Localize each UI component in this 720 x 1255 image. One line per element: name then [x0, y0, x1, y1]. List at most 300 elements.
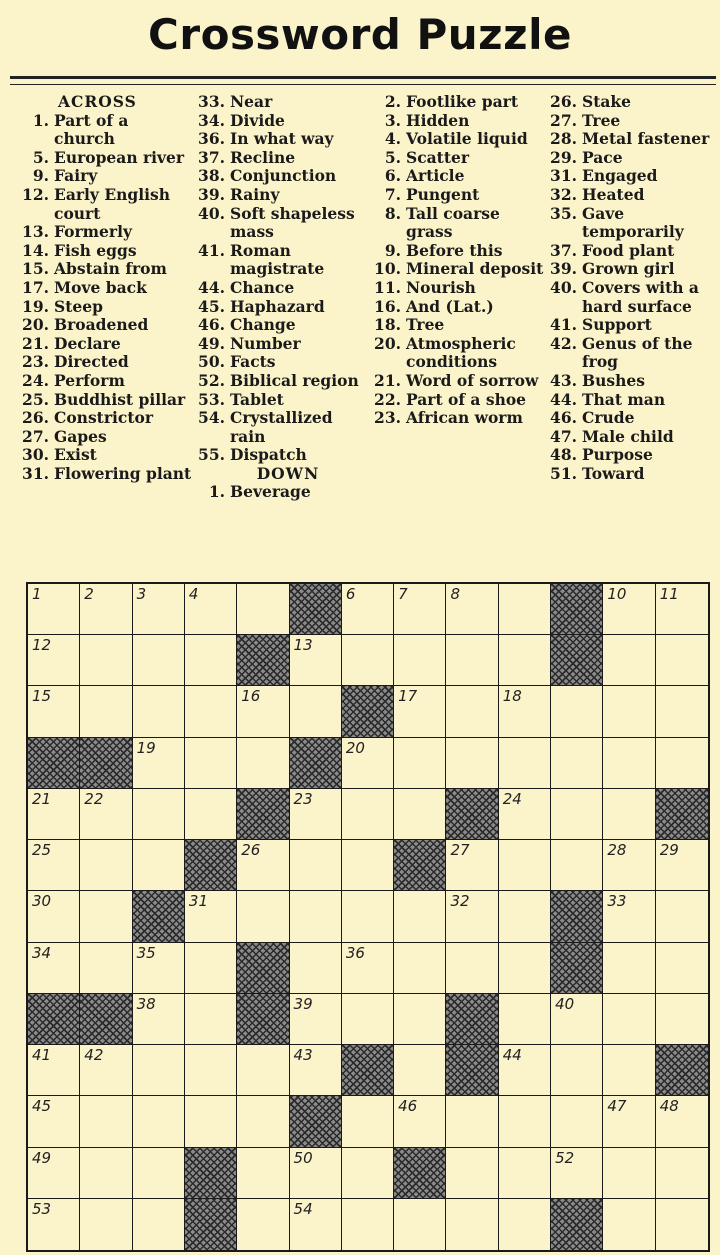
clue-item: [14, 167, 194, 186]
grid-cell[interactable]: [394, 891, 446, 942]
grid-cell[interactable]: [290, 994, 342, 1045]
grid-cell[interactable]: [656, 994, 708, 1045]
clue-number: 39.: [198, 184, 225, 204]
grid-cell[interactable]: [603, 738, 655, 789]
clue-number: 3.: [384, 110, 401, 130]
clue-number: 44.: [550, 389, 577, 409]
clue-item: [542, 149, 718, 168]
grid-cell[interactable]: [80, 686, 132, 737]
grid-cell[interactable]: [656, 943, 708, 994]
grid-cell[interactable]: [185, 686, 237, 737]
grid-cell[interactable]: [499, 840, 551, 891]
clue-text: Soft shapeless mass: [230, 203, 355, 242]
grid-cell[interactable]: [290, 891, 342, 942]
grid-cell[interactable]: [446, 943, 498, 994]
cell-number: 26: [241, 841, 261, 860]
clue-number: 42.: [550, 333, 577, 353]
grid-cell[interactable]: [185, 891, 237, 942]
grid-cell[interactable]: [446, 1199, 498, 1250]
grid-cell[interactable]: [237, 1045, 289, 1096]
clue-number: 20.: [22, 315, 49, 335]
clue-number: 47.: [550, 426, 577, 446]
cell-number: 21: [32, 789, 52, 808]
clue-number: 55.: [198, 445, 225, 465]
grid-cell[interactable]: [446, 840, 498, 891]
grid-cell[interactable]: [80, 1096, 132, 1147]
grid-cell[interactable]: [28, 1199, 80, 1250]
cell-number: 48: [659, 1097, 679, 1116]
grid-cell[interactable]: [551, 789, 603, 840]
grid-cell[interactable]: [603, 1096, 655, 1147]
clue-text: Early English court: [54, 184, 171, 223]
clue-number: 39.: [550, 259, 577, 279]
black-square: [342, 1045, 394, 1096]
clue-item: [14, 409, 194, 428]
clue-text: Support: [582, 315, 652, 335]
grid-cell[interactable]: [80, 1199, 132, 1250]
cell-number: 18: [502, 687, 522, 706]
grid-cell[interactable]: [446, 738, 498, 789]
grid-cell[interactable]: [28, 1045, 80, 1096]
clue-item: [190, 242, 368, 279]
clue-text: Bushes: [582, 370, 645, 390]
black-square: [133, 891, 185, 942]
grid-cell[interactable]: [185, 584, 237, 635]
clue-item: [190, 186, 368, 205]
clue-text: Buddhist pillar: [54, 389, 186, 409]
grid-cell[interactable]: [603, 789, 655, 840]
clue-text: Nourish: [406, 277, 476, 297]
grid-cell[interactable]: [133, 686, 185, 737]
grid-cell[interactable]: [133, 738, 185, 789]
black-square: [551, 635, 603, 686]
grid-cell[interactable]: [185, 1045, 237, 1096]
clue-text: Before this: [406, 240, 503, 260]
cell-number: 34: [32, 943, 52, 962]
grid-cell[interactable]: [499, 635, 551, 686]
clue-number: 10.: [374, 259, 401, 279]
grid-cell[interactable]: [80, 840, 132, 891]
grid-cell[interactable]: [185, 943, 237, 994]
clue-item: [366, 149, 544, 168]
clue-text: Divide: [230, 110, 285, 130]
grid-cell[interactable]: [290, 1199, 342, 1250]
clue-number: 23.: [374, 408, 401, 428]
black-square: [551, 1199, 603, 1250]
grid-cell[interactable]: [290, 635, 342, 686]
puzzle-title: Crossword Puzzle: [148, 10, 572, 59]
clue-text: Formerly: [54, 222, 132, 242]
grid-cell[interactable]: [603, 1045, 655, 1096]
cell-number: 35: [136, 943, 156, 962]
clue-number: 4.: [384, 129, 401, 149]
black-square: [656, 789, 708, 840]
grid-cell[interactable]: [499, 789, 551, 840]
clue-text: Directed: [54, 352, 129, 372]
grid-cell[interactable]: [342, 738, 394, 789]
clue-item: [190, 353, 368, 372]
clue-number: 40.: [198, 203, 225, 223]
grid-cell[interactable]: [394, 686, 446, 737]
grid-cell[interactable]: [28, 686, 80, 737]
down-heading: DOWN: [256, 463, 320, 483]
clue-item: [190, 372, 368, 391]
grid-cell[interactable]: [394, 789, 446, 840]
grid-cell[interactable]: [237, 840, 289, 891]
grid-cell[interactable]: [499, 1148, 551, 1199]
clue-number: 30.: [22, 445, 49, 465]
cell-number: 22: [84, 789, 104, 808]
grid-cell[interactable]: [80, 891, 132, 942]
grid-cell[interactable]: [237, 891, 289, 942]
grid-cell[interactable]: [551, 1148, 603, 1199]
clue-number: 53.: [198, 389, 225, 409]
crossword-grid: [26, 582, 710, 1252]
black-square: [80, 994, 132, 1045]
cell-number: 23: [293, 789, 313, 808]
clue-number: 29.: [550, 147, 577, 167]
clue-item: [542, 409, 718, 428]
clue-number: 22.: [374, 389, 401, 409]
clue-number: 12.: [22, 184, 49, 204]
clue-number: 41.: [198, 240, 225, 260]
grid-cell[interactable]: [133, 584, 185, 635]
grid-cell[interactable]: [80, 943, 132, 994]
grid-cell[interactable]: [133, 1199, 185, 1250]
grid-cell[interactable]: [133, 994, 185, 1045]
clue-text: Tree: [406, 315, 445, 335]
grid-cell[interactable]: [499, 1199, 551, 1250]
grid-cell[interactable]: [80, 584, 132, 635]
cell-number: 7: [398, 585, 408, 603]
grid-cell[interactable]: [28, 840, 80, 891]
grid-cell[interactable]: [290, 686, 342, 737]
grid-cell[interactable]: [28, 635, 80, 686]
grid-cell[interactable]: [185, 738, 237, 789]
cell-number: 19: [136, 738, 156, 757]
cell-number: 17: [398, 687, 418, 706]
clue-number: 25.: [22, 389, 49, 409]
grid-cell[interactable]: [499, 738, 551, 789]
clue-item: [14, 260, 194, 279]
grid-cell[interactable]: [656, 840, 708, 891]
grid-cell[interactable]: [603, 635, 655, 686]
clue-item: [542, 279, 718, 316]
grid-cell[interactable]: [237, 686, 289, 737]
clue-item: [366, 130, 544, 149]
grid-cell[interactable]: [656, 686, 708, 737]
title-rule-thin: [10, 84, 716, 85]
clue-item: [542, 391, 718, 410]
grid-cell[interactable]: [603, 840, 655, 891]
clue-text: Facts: [230, 352, 276, 372]
black-square: [394, 1148, 446, 1199]
grid-cell[interactable]: [80, 1045, 132, 1096]
grid-cell[interactable]: [394, 943, 446, 994]
clue-number: 50.: [198, 352, 225, 372]
grid-cell[interactable]: [551, 1045, 603, 1096]
cell-number: 49: [32, 1148, 52, 1167]
clue-number: 11.: [374, 277, 401, 297]
grid-cell[interactable]: [237, 1096, 289, 1147]
grid-cell[interactable]: [446, 686, 498, 737]
grid-cell[interactable]: [342, 891, 394, 942]
grid-cell[interactable]: [342, 1199, 394, 1250]
clue-column-2: [190, 93, 368, 502]
black-square: [290, 584, 342, 635]
grid-cell[interactable]: [185, 635, 237, 686]
clue-text: Beverage: [230, 482, 311, 502]
clue-item: [14, 353, 194, 372]
grid-cell[interactable]: [603, 1199, 655, 1250]
clue-item: [14, 149, 194, 168]
grid-cell[interactable]: [446, 1096, 498, 1147]
clue-item: [366, 316, 544, 335]
grid-cell[interactable]: [551, 738, 603, 789]
clue-text: Covers with a hard surface: [582, 277, 699, 316]
grid-cell[interactable]: [446, 635, 498, 686]
grid-cell[interactable]: [133, 635, 185, 686]
black-square: [237, 789, 289, 840]
clue-item: [190, 391, 368, 410]
grid-cell[interactable]: [551, 840, 603, 891]
clue-text: Flowering plant: [54, 463, 192, 483]
grid-cell[interactable]: [133, 789, 185, 840]
grid-cell[interactable]: [656, 584, 708, 635]
grid-cell[interactable]: [133, 1096, 185, 1147]
grid-cell[interactable]: [446, 584, 498, 635]
clue-item: [366, 186, 544, 205]
cell-number: 36: [345, 943, 365, 962]
black-square: [28, 738, 80, 789]
clue-item: [190, 409, 368, 446]
cell-number: 25: [32, 841, 52, 860]
grid-cell[interactable]: [290, 789, 342, 840]
clue-text: Fairy: [54, 166, 98, 186]
clue-number: 15.: [22, 259, 49, 279]
black-square: [551, 584, 603, 635]
grid-cell[interactable]: [133, 1045, 185, 1096]
clue-text: Article: [406, 166, 465, 186]
grid-cell[interactable]: [342, 943, 394, 994]
clue-item: [190, 112, 368, 131]
clue-number: 43.: [550, 370, 577, 390]
clue-number: 44.: [198, 277, 225, 297]
grid-cell[interactable]: [185, 789, 237, 840]
clue-column-4: [542, 93, 718, 483]
grid-cell[interactable]: [185, 1096, 237, 1147]
grid-cell[interactable]: [133, 1148, 185, 1199]
cell-number: 31: [188, 892, 209, 911]
grid-cell[interactable]: [603, 584, 655, 635]
grid-cell[interactable]: [603, 1148, 655, 1199]
grid-cell[interactable]: [499, 686, 551, 737]
cell-number: 32: [450, 892, 470, 911]
clue-text: Word of sorrow: [406, 370, 539, 390]
grid-cell[interactable]: [237, 584, 289, 635]
grid-cell[interactable]: [499, 943, 551, 994]
clue-text: Number: [230, 333, 301, 353]
grid-cell[interactable]: [446, 891, 498, 942]
grid-cell[interactable]: [394, 584, 446, 635]
clue-number: 8.: [384, 203, 401, 223]
grid-cell[interactable]: [656, 1199, 708, 1250]
grid-cell[interactable]: [394, 994, 446, 1045]
grid-cell[interactable]: [290, 840, 342, 891]
grid-cell[interactable]: [656, 738, 708, 789]
clue-number: 13.: [22, 222, 49, 242]
clue-text: Move back: [54, 277, 147, 297]
grid-cell[interactable]: [185, 994, 237, 1045]
clue-item: [366, 260, 544, 279]
clue-text: Perform: [54, 370, 125, 390]
grid-cell[interactable]: [28, 1148, 80, 1199]
grid-cell[interactable]: [342, 994, 394, 1045]
cell-number: 6: [345, 585, 356, 603]
grid-cell[interactable]: [499, 891, 551, 942]
grid-cell[interactable]: [394, 1045, 446, 1096]
grid-cell[interactable]: [342, 789, 394, 840]
clue-number: 26.: [550, 92, 577, 111]
cell-number: 50: [293, 1148, 313, 1167]
grid-cell[interactable]: [342, 1096, 394, 1147]
clue-item: [366, 409, 544, 428]
grid-cell[interactable]: [603, 943, 655, 994]
grid-cell[interactable]: [28, 789, 80, 840]
clue-number: 16.: [374, 296, 401, 316]
grid-cell[interactable]: [133, 840, 185, 891]
cell-number: 54: [293, 1199, 313, 1218]
clue-item: [366, 298, 544, 317]
clue-text: Gapes: [54, 426, 107, 446]
grid-cell[interactable]: [499, 1096, 551, 1147]
grid-cell[interactable]: [603, 686, 655, 737]
clue-text: Broadened: [54, 315, 149, 335]
clue-item: [190, 149, 368, 168]
grid-cell[interactable]: [394, 738, 446, 789]
clue-item: [366, 372, 544, 391]
grid-cell[interactable]: [394, 1199, 446, 1250]
black-square: [551, 943, 603, 994]
grid-cell[interactable]: [551, 994, 603, 1045]
grid-cell[interactable]: [342, 635, 394, 686]
grid-cell[interactable]: [290, 943, 342, 994]
clue-item: [14, 298, 194, 317]
black-square: [446, 994, 498, 1045]
clue-text: Gave temporarily: [582, 203, 684, 242]
clue-item: [190, 93, 368, 112]
grid-cell[interactable]: [28, 584, 80, 635]
clue-text: Biblical region: [230, 370, 359, 390]
clue-number: 21.: [22, 333, 49, 353]
grid-cell[interactable]: [237, 1199, 289, 1250]
grid-cell[interactable]: [290, 1045, 342, 1096]
clue-number: 46.: [550, 408, 577, 428]
grid-cell[interactable]: [394, 635, 446, 686]
clue-text: Tablet: [230, 389, 284, 409]
clue-item: [366, 279, 544, 298]
clue-number: 45.: [198, 296, 225, 316]
clue-item: [542, 372, 718, 391]
grid-cell[interactable]: [499, 1045, 551, 1096]
grid-cell[interactable]: [551, 686, 603, 737]
clue-text: Exist: [54, 445, 97, 465]
grid-cell[interactable]: [28, 891, 80, 942]
grid-cell[interactable]: [656, 891, 708, 942]
clue-text: Food plant: [582, 240, 675, 260]
clue-number: 18.: [374, 315, 401, 335]
cell-number: 27: [450, 841, 470, 860]
clue-text: Near: [230, 92, 273, 111]
clue-item: [542, 242, 718, 261]
clue-item: [14, 335, 194, 354]
clue-text: African worm: [406, 408, 523, 428]
grid-cell[interactable]: [28, 1096, 80, 1147]
clue-number: 20.: [374, 333, 401, 353]
clue-item: [366, 93, 544, 112]
clue-item: [366, 205, 544, 242]
grid-cell[interactable]: [28, 943, 80, 994]
grid-cell[interactable]: [237, 738, 289, 789]
grid-cell[interactable]: [603, 891, 655, 942]
clue-text: That man: [582, 389, 666, 409]
grid-cell[interactable]: [342, 840, 394, 891]
grid-cell[interactable]: [80, 789, 132, 840]
grid-cell[interactable]: [394, 1096, 446, 1147]
cell-number: 43: [293, 1046, 313, 1065]
grid-cell[interactable]: [342, 1148, 394, 1199]
cell-number: 46: [398, 1097, 418, 1116]
grid-cell[interactable]: [342, 584, 394, 635]
grid-cell[interactable]: [237, 1148, 289, 1199]
clue-number: 27.: [22, 426, 49, 446]
grid-cell[interactable]: [603, 994, 655, 1045]
grid-cell[interactable]: [133, 943, 185, 994]
clue-item: [366, 242, 544, 261]
clue-item: [366, 112, 544, 131]
grid-cell[interactable]: [551, 1096, 603, 1147]
clue-item: [14, 279, 194, 298]
grid-cell[interactable]: [80, 1148, 132, 1199]
grid-cell[interactable]: [80, 635, 132, 686]
clue-text: Crystallized rain: [230, 408, 333, 446]
clue-item: [190, 205, 368, 242]
clue-number: 1.: [208, 482, 225, 502]
grid-cell[interactable]: [446, 1148, 498, 1199]
cell-number: 30: [32, 892, 52, 911]
clue-number: 27.: [550, 110, 577, 130]
black-square: [342, 686, 394, 737]
clue-text: Hidden: [406, 110, 470, 130]
clue-number: 35.: [550, 203, 577, 223]
black-square: [237, 943, 289, 994]
grid-cell[interactable]: [656, 1148, 708, 1199]
clue-text: Purpose: [582, 445, 653, 465]
cell-number: 53: [32, 1199, 52, 1218]
black-square: [551, 891, 603, 942]
grid-cell[interactable]: [499, 994, 551, 1045]
clue-item: [542, 186, 718, 205]
clue-number: 2.: [384, 92, 401, 111]
clue-item: [366, 167, 544, 186]
grid-cell[interactable]: [499, 584, 551, 635]
clue-number: 36.: [198, 129, 225, 149]
grid-cell[interactable]: [656, 1096, 708, 1147]
grid-cell[interactable]: [290, 1148, 342, 1199]
grid-cell[interactable]: [656, 635, 708, 686]
clue-text: Abstain from: [54, 259, 167, 279]
clue-number: 9.: [32, 166, 49, 186]
